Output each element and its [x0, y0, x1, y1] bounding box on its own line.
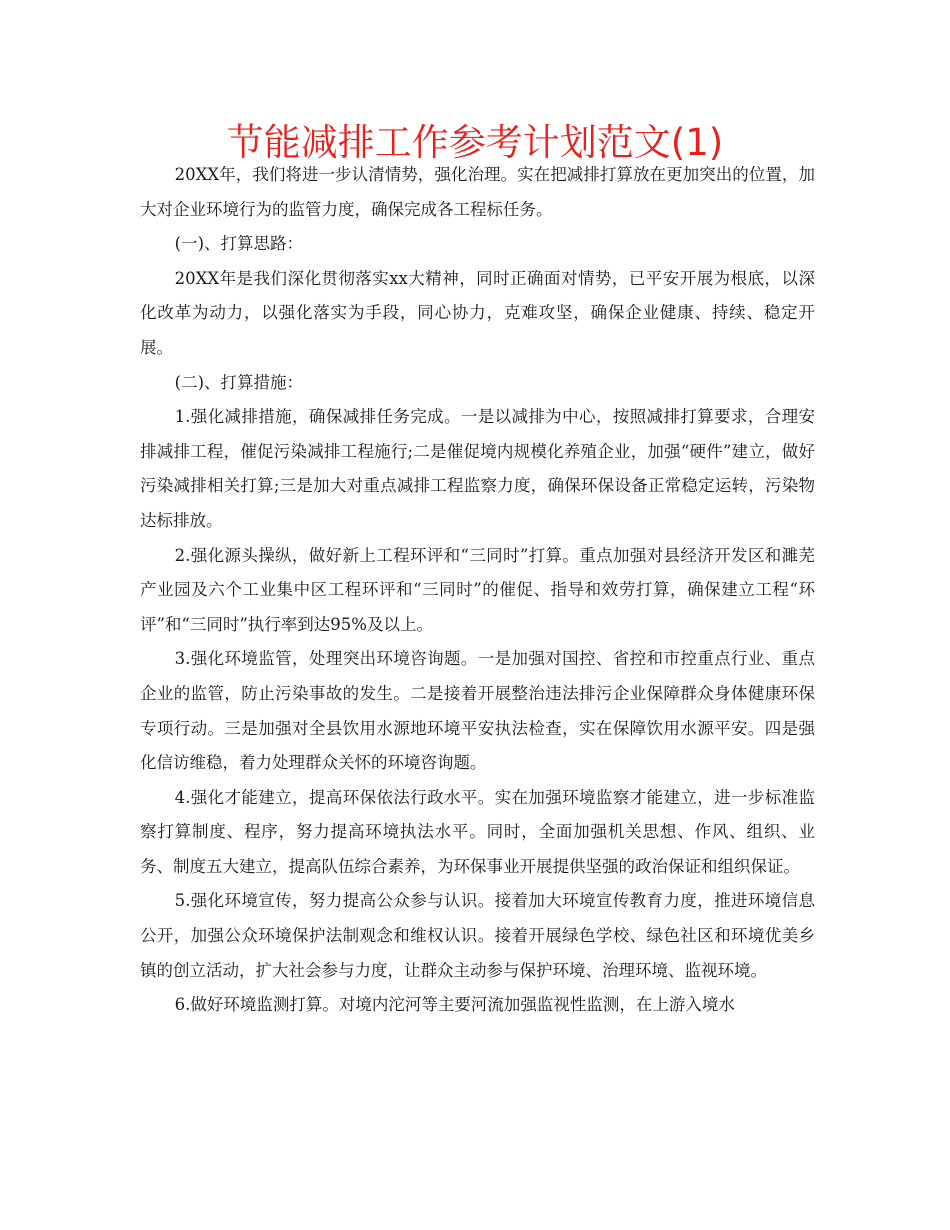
paragraph-measure-5: 5.强化环境宣传，努力提高公众参与认识。接着加大环境宣传教育力度，推进环境信息公开，加强公众环境保护法制观念和维权认识。接着开展绿色学校、绿色社区和环境优美乡镇的创立活动，扩大社会参与力度，让群众主动参与保护环境、治理环境、监视环境。 [140, 891, 815, 980]
paragraph-intro: 20XX年，我们将进一步认清情势，强化治理。实在把减排打算放在更加突出的位置，加大对企业环境行为的监管力度，确保完成各工程标任务。 [140, 165, 815, 219]
paragraph-measure-6: 6.做好环境监测打算。对境内沱河等主要河流加强监视性监测，在上游入境水 [174, 995, 735, 1015]
paragraph-measure-4: 4.强化才能建立，提高环保依法行政水平。实在加强环境监察才能建立，进一步标准监察打算制度、程序，努力提高环境执法水平。同时，全面加强机关思想、作风、组织、业务、制度五大建立，提高队伍综合素养，为环保事业开展提供坚强的政治保证和组织保证。 [140, 787, 815, 876]
document-title: 节能减排工作参考计划范文(1) [226, 121, 724, 164]
document-body [140, 158, 815, 1023]
paragraph-measure-2: 2.强化源头操纵，做好新上工程环评和“三同时”打算。重点加强对县经济开发区和濉芜产业园及六个工业集中区工程环评和“三同时”的催促、指导和效劳打算，确保建立工程“环评”和“三同时”执行率到达95%及以上。 [140, 545, 815, 634]
section-heading-ideas: (一)、打算思路： [174, 234, 304, 254]
paragraph-ideas: 20XX年是我们深化贯彻落实xx大精神，同时正确面对情势，已平安开展为根底，以深化改革为动力，以强化落实为手段，同心协力，克难攻坚，确保企业健康、持续、稳定开展。 [140, 268, 815, 357]
paragraph-measure-1: 1.强化减排措施，确保减排任务完成。一是以减排为中心，按照减排打算要求，合理安排减排工程，催促污染减排工程施行;二是催促境内规模化养殖企业，加强“硬件”建立，做好污染减排相关打算;三是加大对重点减排工程监察力度，确保环保设备正常稳定运转，污染物达标排放。 [140, 407, 815, 530]
section-heading-measures: (二)、打算措施： [174, 372, 304, 392]
paragraph-measure-3: 3.强化环境监管，处理突出环境咨询题。一是加强对国控、省控和市控重点行业、重点企业的监管，防止污染事故的发生。二是接着开展整治违法排污企业保障群众身体健康环保专项行动。三是加强对全县饮用水源地环境平安执法检查，实在保障饮用水源平安。四是强化信访维稳，着力处理群众关怀的环境咨询题。 [140, 649, 815, 773]
